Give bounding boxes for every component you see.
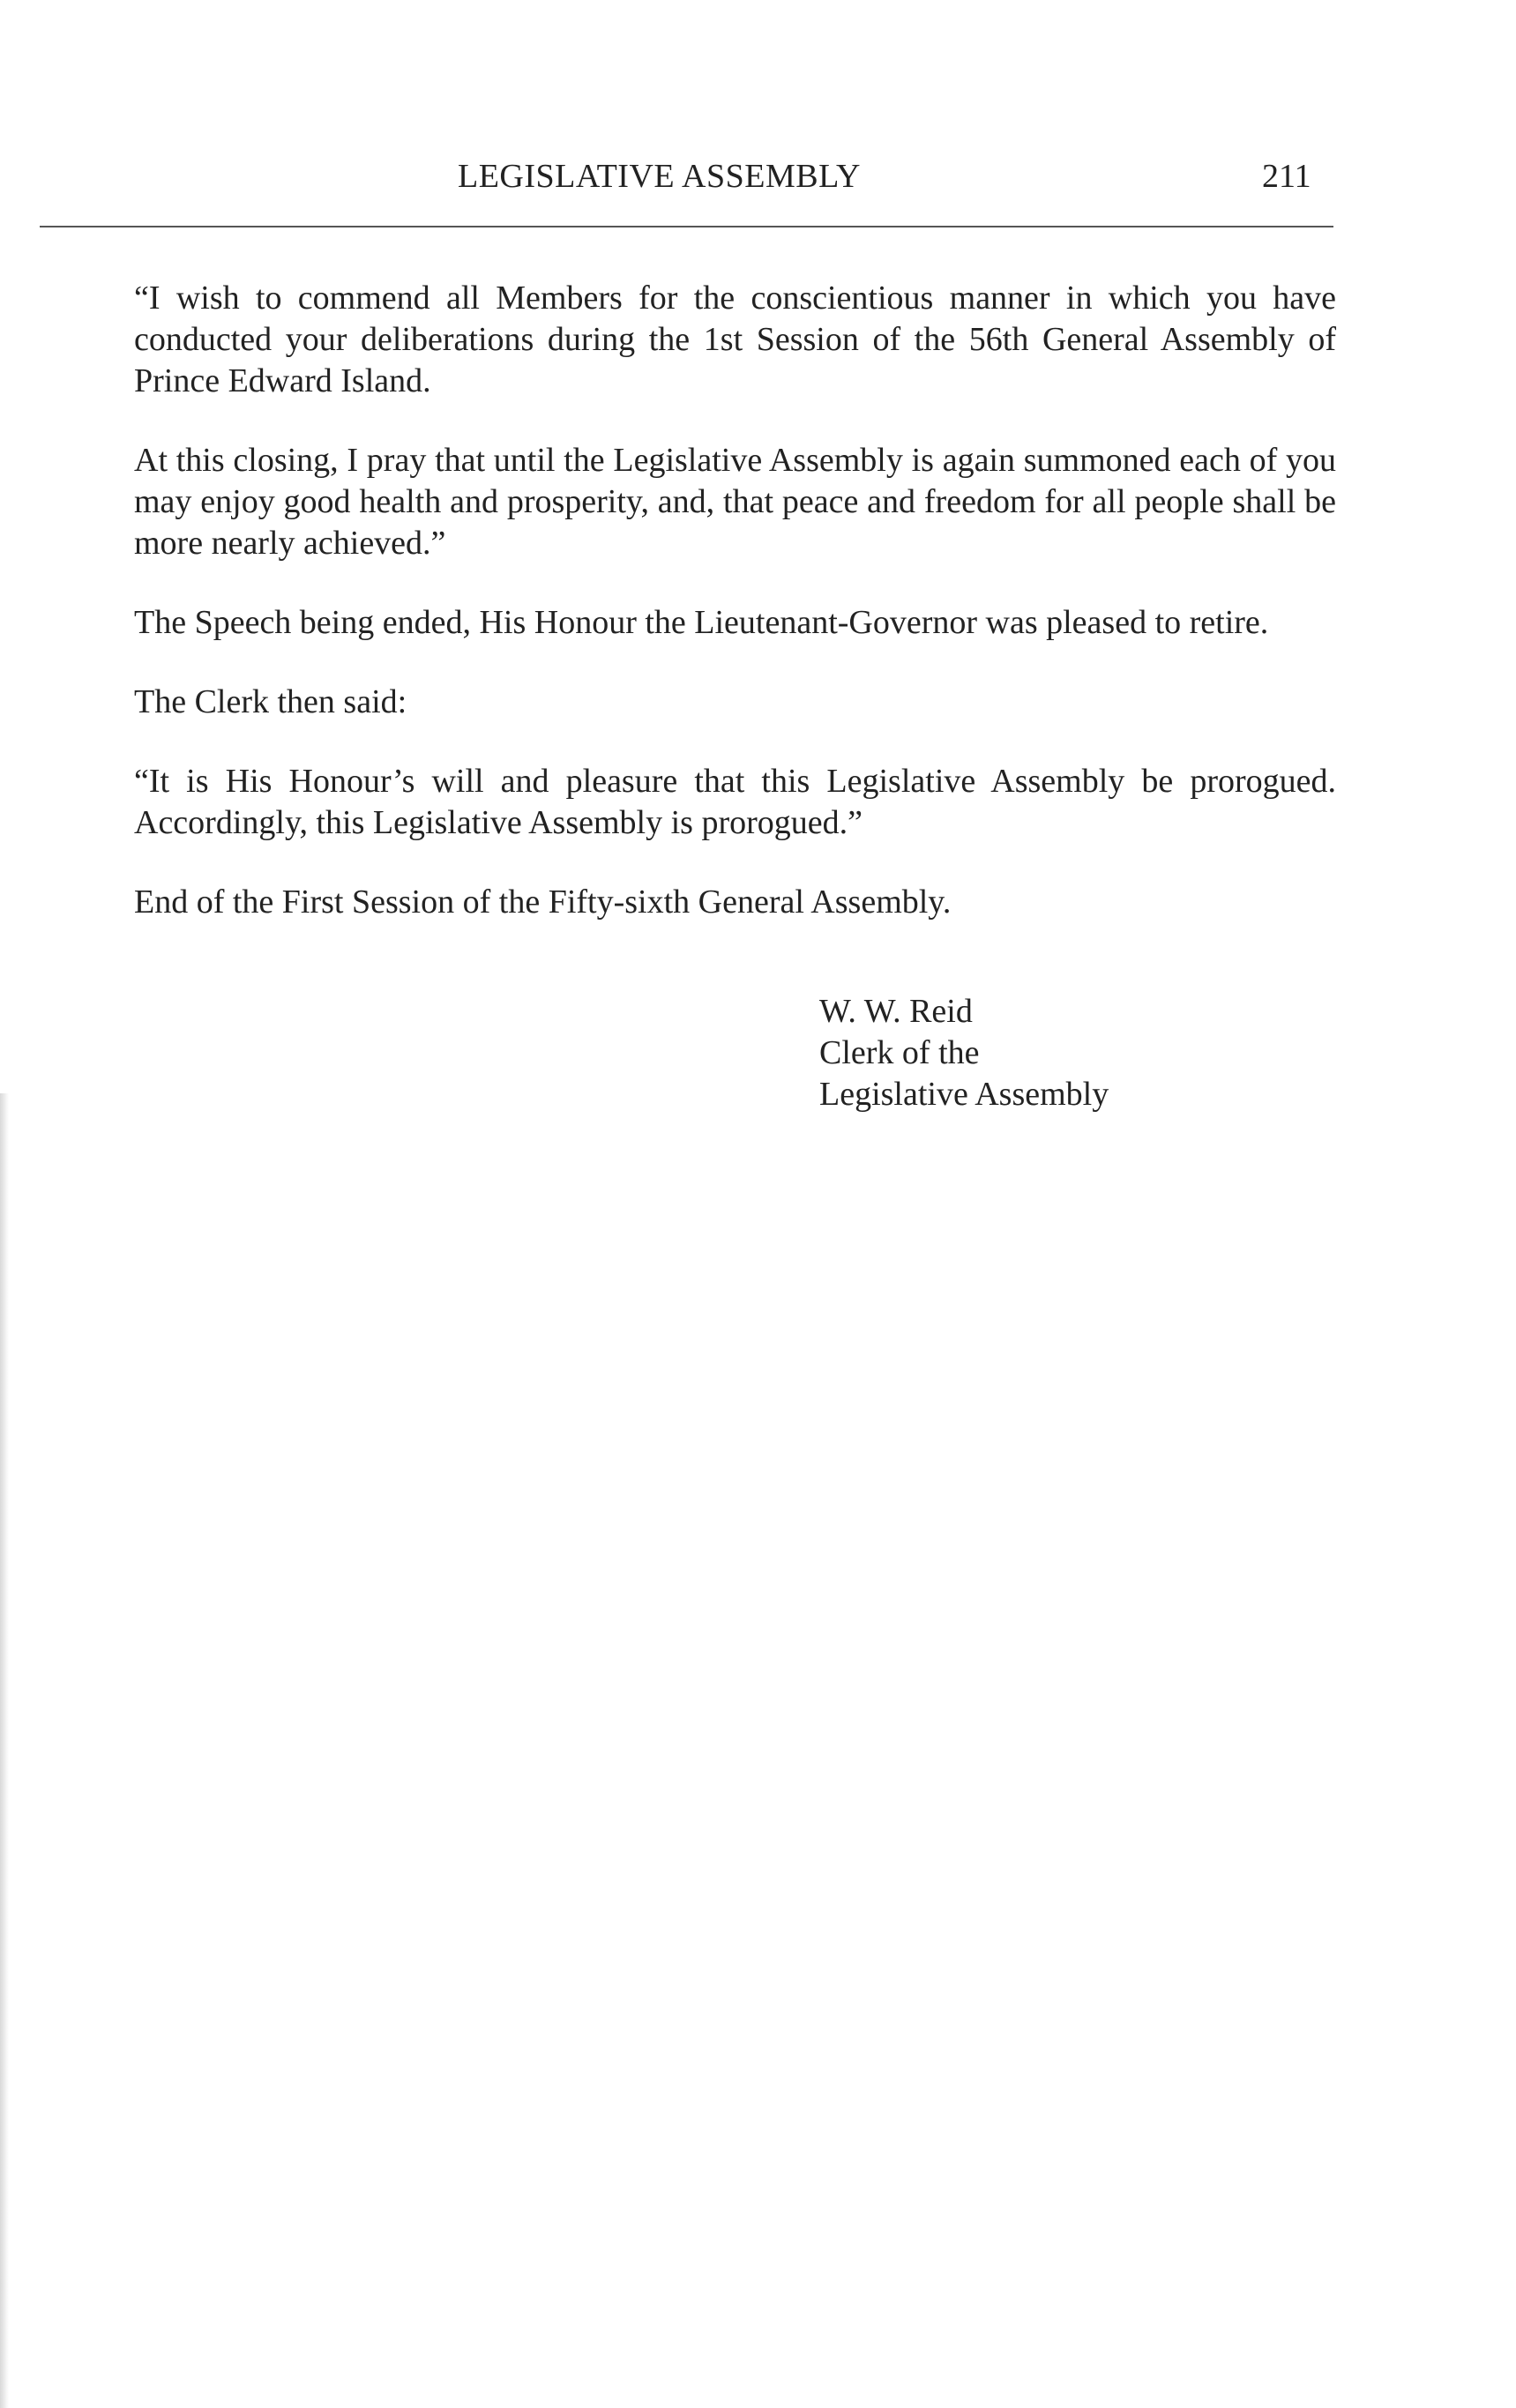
body-text <box>40 278 1336 961</box>
paragraph-speech-ended: The Speech being ended, His Honour the Lieutenant-Governor was pleased to retire. <box>134 604 1269 641</box>
signature-title-line2: Legislative Assembly <box>819 1076 1109 1113</box>
signature-block <box>819 991 1109 1115</box>
header-rule <box>40 226 1333 227</box>
page-number: 211 <box>1262 158 1311 195</box>
page-edge-shadow <box>0 1093 9 2408</box>
paragraph-prorogation: “It is His Honour’s will and pleasure that this Legislative Assembly be prorogued. Accordingly, this Legislative Assembly is prorogued.” <box>134 763 1336 841</box>
paragraph-commendation: “I wish to commend all Members for the conscientious manner in which you have conducted your deliberations during the 1st Session of the 56th General Assembly of Prince Edward Island. <box>134 280 1336 399</box>
signature-title-line1: Clerk of the <box>819 1034 980 1071</box>
paragraph-closing-prayer: At this closing, I pray that until the Legislative Assembly is again summoned each of you may enjoy good health and prosperity, and, that peace and freedom for all people shall be more nearly achieved.” <box>134 442 1336 562</box>
running-header <box>0 157 1516 201</box>
paragraph-end-of-session: End of the First Session of the Fifty-sixth General Assembly. <box>134 883 952 921</box>
running-title: LEGISLATIVE ASSEMBLY <box>458 158 861 195</box>
paragraph-clerk-said: The Clerk then said: <box>134 683 407 720</box>
signature-name: W. W. Reid <box>819 993 973 1030</box>
